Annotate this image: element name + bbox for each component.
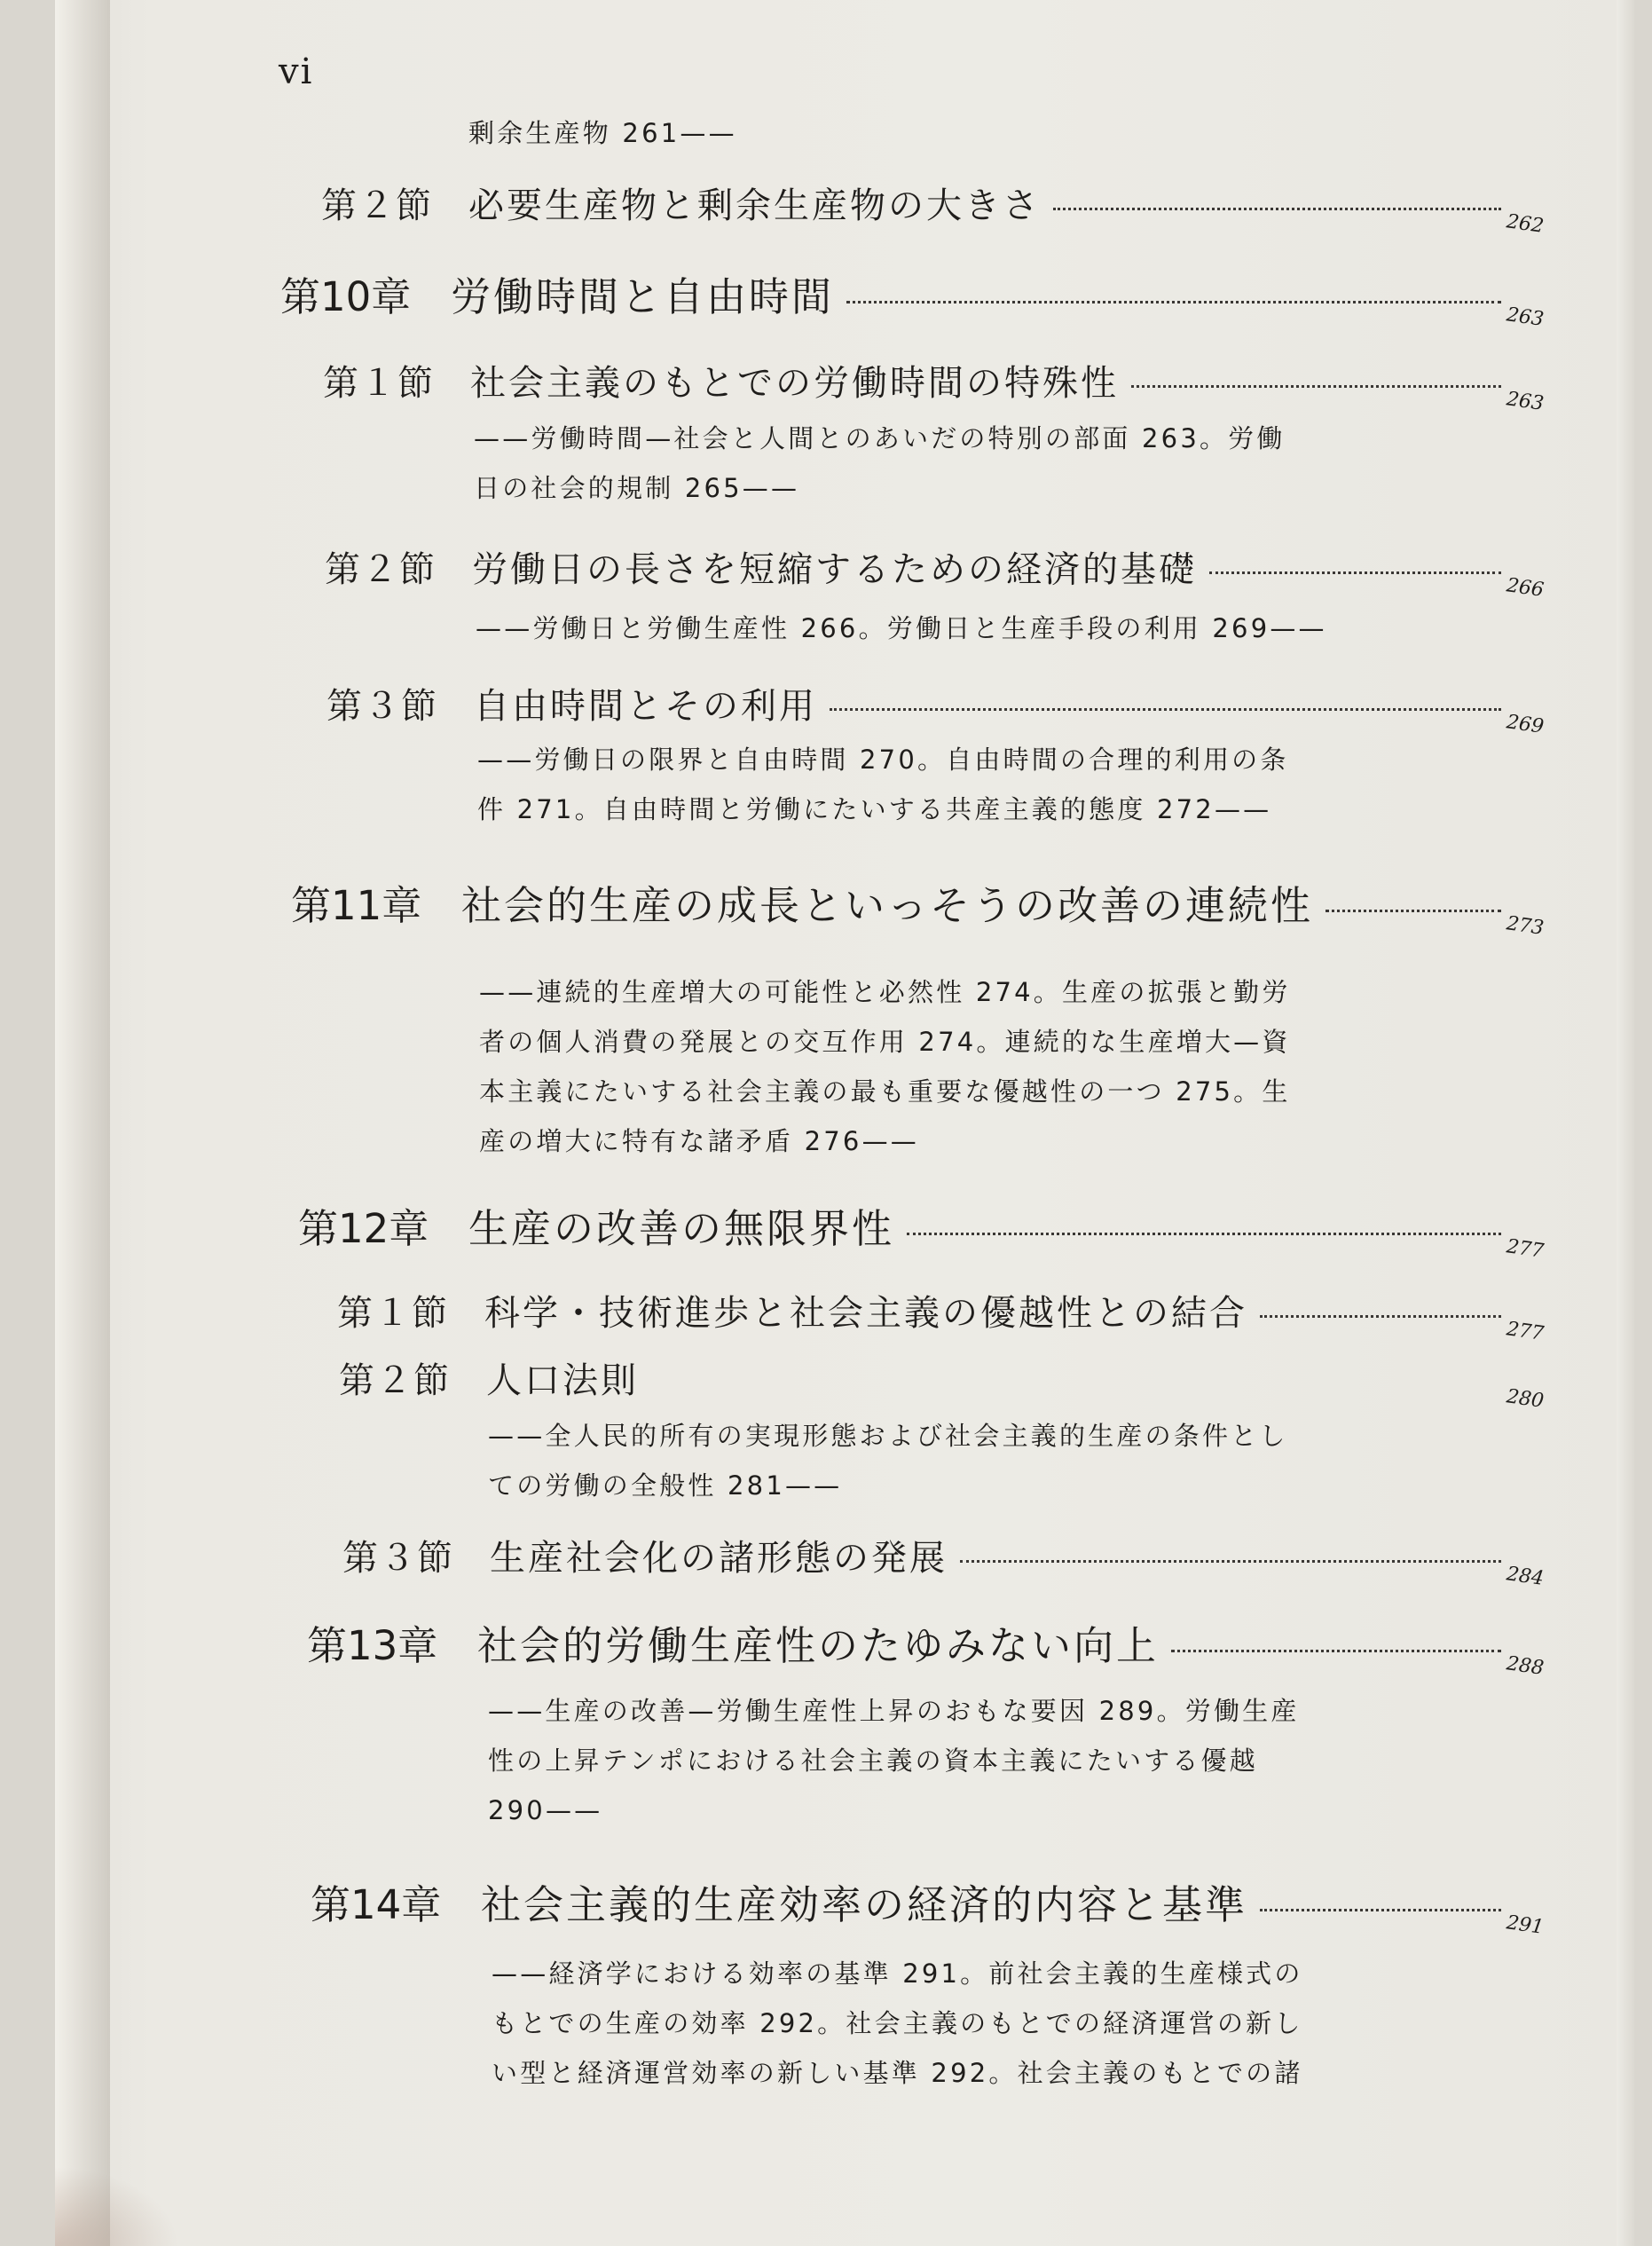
page-ref: 269 xyxy=(1505,711,1546,738)
subtopic-line: 件 271。自由時間と労働にたいする共産主義的態度 272—— xyxy=(477,794,1272,824)
subtopic-line: 剰余生産物 261—— xyxy=(468,118,737,148)
page-ref: 273 xyxy=(1505,912,1546,940)
chapter-number: 第10章 xyxy=(280,273,412,320)
chapter-number: 第14章 xyxy=(311,1881,442,1928)
leader-dots xyxy=(1209,571,1501,574)
page-edge xyxy=(1617,0,1634,2246)
toc-chapter xyxy=(311,1872,1546,1939)
section-number: 第１節 xyxy=(323,363,435,404)
leader-dots xyxy=(1131,384,1501,388)
section-number: 第２節 xyxy=(339,1360,451,1401)
toc-section xyxy=(323,355,1546,415)
corner-shadow xyxy=(55,2166,179,2246)
subtopic-line: ての労働の全般性 281—— xyxy=(488,1470,843,1501)
toc-section xyxy=(321,177,1546,238)
leader-dots xyxy=(1326,909,1501,912)
toc-subtopics xyxy=(476,603,1327,653)
subtopic-line: 本主義にたいする社会主義の最も重要な優越性の一つ 275。生 xyxy=(479,1076,1291,1107)
section-title: 自由時間とその利用 xyxy=(474,686,817,727)
subtopic-line: 者の個人消費の発展との交互作用 274。連続的な生産増大—資 xyxy=(479,1027,1291,1057)
page-ref: 266 xyxy=(1505,574,1546,602)
chapter-number: 第11章 xyxy=(291,882,422,929)
section-number: 第２節 xyxy=(321,185,433,226)
section-title: 労働日の長さを短縮するための経済的基礎 xyxy=(472,549,1197,590)
section-title: 必要生産物と剰余生産物の大きさ xyxy=(468,185,1041,226)
page-gutter xyxy=(55,0,110,2246)
section-number: 第１節 xyxy=(337,1293,449,1334)
chapter-title: 社会主義的生産効率の経済的内容と基準 xyxy=(481,1881,1248,1928)
toc-chapter xyxy=(291,873,1546,940)
page-ref: 280 xyxy=(1505,1385,1546,1413)
subtopic-line: ——連続的生産増大の可能性と必然性 274。生産の拡張と勤労 xyxy=(479,977,1291,1007)
section-number: 第３節 xyxy=(326,686,438,727)
chapter-title: 社会的生産の成長といっそうの改善の連続性 xyxy=(461,882,1314,929)
toc-chapter xyxy=(280,264,1546,331)
toc-subtopics xyxy=(488,1411,1288,1510)
subtopic-line: 性の上昇テンポにおける社会主義の資本主義にたいする優越 xyxy=(488,1746,1258,1776)
leader-dots xyxy=(1053,207,1501,210)
leader-dots xyxy=(1260,1314,1501,1318)
leader-dots xyxy=(960,1559,1501,1563)
page-ref: 291 xyxy=(1505,1911,1546,1939)
subtopic-line: 産の増大に特有な諸矛盾 276—— xyxy=(479,1126,919,1156)
leader-dots xyxy=(1171,1649,1501,1652)
page-ref: 288 xyxy=(1505,1652,1546,1680)
subtopic-line: ——労働時間—社会と人間とのあいだの特別の部面 263。労働 xyxy=(474,423,1286,453)
subtopic-line: ——全人民的所有の実現形態および社会主義的生産の条件とし xyxy=(488,1421,1288,1451)
chapter-number: 第12章 xyxy=(298,1205,429,1252)
section-title: 人口法則 xyxy=(486,1360,639,1401)
toc-subtopics xyxy=(474,414,1286,513)
chapter-title: 労働時間と自由時間 xyxy=(451,273,835,320)
subtopic-line: もとでの生産の効率 292。社会主義のもとでの経済運営の新し xyxy=(492,2008,1303,2038)
subtopic-line: 290—— xyxy=(488,1795,603,1825)
subtopic-line: 日の社会的規制 265—— xyxy=(474,473,800,503)
subtopic-line: ——労働日と労働生産性 266。労働日と生産手段の利用 269—— xyxy=(476,613,1327,643)
toc-chapter xyxy=(298,1196,1546,1263)
subtopic-line: ——労働日の限界と自由時間 270。自由時間の合理的利用の条 xyxy=(477,745,1289,775)
toc-subtopics xyxy=(468,108,737,158)
leader-dots xyxy=(830,707,1501,711)
toc-section xyxy=(337,1285,1546,1345)
subtopic-line: ——経済学における効率の基準 291。前社会主義的生産様式の xyxy=(492,1958,1303,1989)
toc-section xyxy=(326,678,1546,738)
section-title: 社会主義のもとでの労働時間の特殊性 xyxy=(470,363,1119,404)
chapter-title: 生産の改善の無限界性 xyxy=(468,1205,895,1252)
page-ref: 263 xyxy=(1505,388,1546,415)
page-number: vi xyxy=(279,51,314,92)
subtopic-line: い型と経済運営効率の新しい基準 292。社会主義のもとでの諸 xyxy=(492,2058,1303,2088)
leader-dots xyxy=(1260,1908,1501,1911)
page-ref: 262 xyxy=(1505,210,1546,238)
subtopic-line: ——生産の改善—労働生産性上昇のおもな要因 289。労働生産 xyxy=(488,1696,1300,1726)
leader-dots xyxy=(907,1232,1501,1235)
toc-subtopics xyxy=(477,735,1289,834)
page-ref: 263 xyxy=(1505,303,1546,331)
section-title: 生産社会化の諸形態の発展 xyxy=(490,1538,948,1579)
toc-subtopics xyxy=(488,1686,1300,1835)
leader-dots xyxy=(846,300,1501,303)
toc-section xyxy=(342,1530,1546,1590)
page-ref: 284 xyxy=(1505,1563,1546,1590)
toc-section xyxy=(325,541,1546,602)
section-title: 科学・技術進歩と社会主義の優越性との結合 xyxy=(484,1293,1247,1334)
section-number: 第３節 xyxy=(342,1538,454,1579)
page-ref: 277 xyxy=(1505,1235,1546,1263)
chapter-title: 社会的労働生産性のたゆみない向上 xyxy=(477,1622,1160,1669)
toc-subtopics xyxy=(479,967,1291,1166)
toc-subtopics xyxy=(492,1949,1303,2098)
page-ref: 277 xyxy=(1505,1318,1546,1345)
toc-chapter xyxy=(307,1613,1546,1680)
chapter-number: 第13章 xyxy=(307,1622,438,1669)
section-number: 第２節 xyxy=(325,549,437,590)
toc-section xyxy=(339,1352,1546,1413)
